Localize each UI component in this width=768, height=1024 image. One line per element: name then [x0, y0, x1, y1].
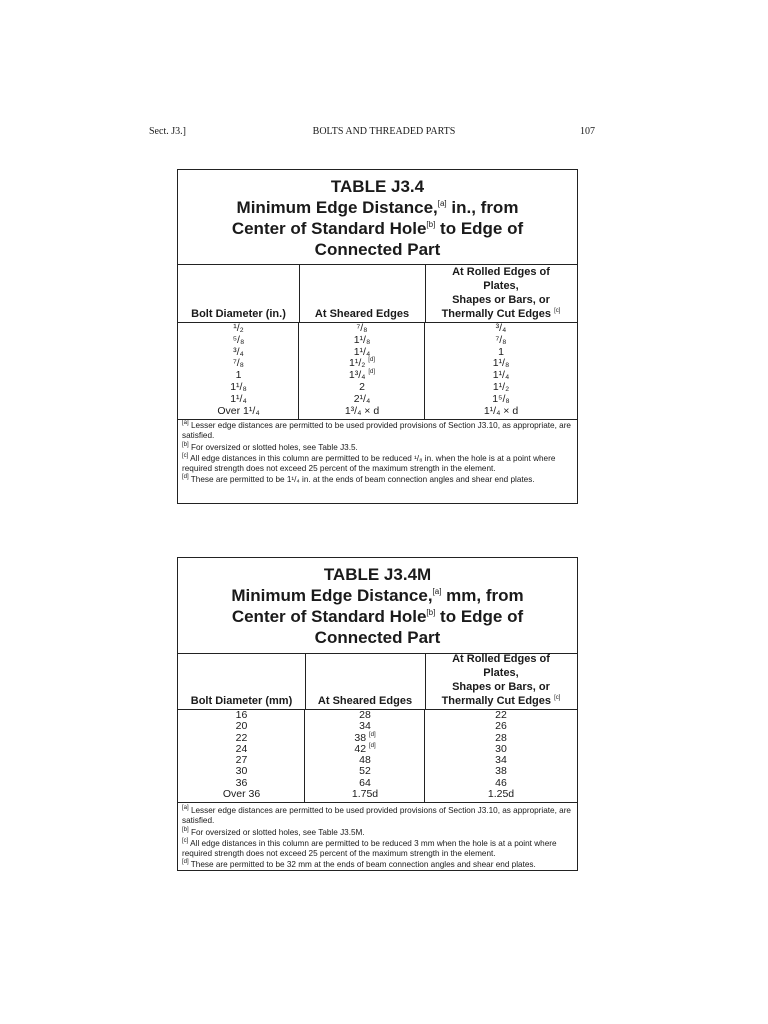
table-row: ⁵/₈ 1¹/₈ ⁷/₈ — [232, 333, 507, 346]
title-line-3: Center of Standard Hole[b] to Edge of — [231, 219, 524, 238]
table-j3-4m — [177, 557, 578, 871]
table-row: 20 34 26 — [235, 720, 507, 733]
table-j3-4 — [177, 169, 578, 504]
title-line-3: Center of Standard Hole[b] to Edge of — [231, 607, 524, 626]
section-label: Sect. J3.] — [149, 126, 186, 137]
title-line-2: Minimum Edge Distance,[a] in., from — [236, 198, 519, 217]
header-bolt-diameter: Bolt Diameter (in.) — [178, 265, 300, 322]
table-row: 36 64 46 — [235, 776, 507, 789]
footnote-b: [b] For oversized or slotted holes, see Table J3.5. — [182, 441, 358, 452]
footnote-c: [c] All edge distances in this column are permitted to be reduced 3 mm when the hole is at a point where required strength does not exceed 25 percent of the maximum strength in the element. — [182, 837, 557, 859]
table-row: 30 52 38 — [235, 765, 507, 778]
table-header — [178, 654, 577, 710]
footnote-ref-b: [b] — [426, 220, 436, 229]
header-rolled-edges: At Rolled Edges of Plates, Shapes or Bars, or Thermally Cut Edges [c] — [441, 653, 561, 707]
table-number: TABLE J3.4 — [330, 177, 425, 196]
running-head-title: BOLTS AND THREADED PARTS — [312, 126, 456, 137]
table-title — [178, 170, 577, 265]
table-title — [178, 558, 577, 654]
table-row: ³/₄ 1¹/₄ 1 — [233, 345, 504, 358]
header-sheared-edges: At Sheared Edges — [299, 265, 426, 322]
title-line-4: Connected Part — [314, 628, 441, 647]
table-footnotes — [178, 803, 577, 871]
table-row: 1¹/₄ 2¹/₄ 1⁵/₈ — [230, 392, 510, 405]
table-row: ¹/₂ ⁷/₈ ³/₄ — [233, 322, 507, 334]
table-row: Over 1¹/₄ 1³/₄ × d 1¹/₄ × d — [217, 404, 519, 417]
table-row: 1 1³/₄ [d] 1¹/₄ — [235, 369, 510, 382]
footnote-ref-b: [b] — [426, 608, 436, 617]
page-number: 107 — [580, 126, 595, 137]
footnote-d: [d] These are permitted to be 32 mm at the ends of beam connection angles and shear end plates. — [182, 859, 536, 870]
table-header — [178, 265, 577, 323]
footnote-a: [a] Lesser edge distances are permitted to be used provided provisions of Section J3.10, as appropriate, are satisfied. — [182, 420, 571, 441]
header-bolt-diameter: Bolt Diameter (mm) — [178, 654, 306, 709]
footnote-ref-a: [a] — [432, 587, 442, 596]
header-rolled-edges: At Rolled Edges of Plates, Shapes or Bars, or Thermally Cut Edges [c] — [441, 266, 561, 320]
table-row: 1¹/₈ 2 1¹/₂ — [230, 380, 510, 393]
header-sheared-edges: At Sheared Edges — [305, 654, 426, 709]
table-row: 22 38 [d] 28 — [235, 731, 507, 744]
table-number: TABLE J3.4M — [323, 565, 432, 584]
footnote-b: [b] For oversized or slotted holes, see Table J3.5M. — [182, 826, 365, 837]
footnote-a: [a] Lesser edge distances are permitted to be used provided provisions of Section J3.10, as appropriate, are satisfied. — [182, 805, 571, 826]
table-footnotes — [178, 420, 577, 486]
running-head — [0, 126, 768, 142]
table-row: Over 36 1.75d 1.25d — [222, 788, 515, 801]
table-body — [178, 323, 577, 420]
title-line-2: Minimum Edge Distance,[a] mm, from — [231, 586, 524, 605]
title-line-4: Connected Part — [314, 240, 441, 259]
footnote-ref-a: [a] — [437, 199, 447, 208]
footnote-d: [d] These are permitted to be 1¹/₄ in. at the ends of beam connection angles and shear end plates. — [182, 474, 535, 485]
table-row: 24 42 [d] 30 — [235, 742, 507, 755]
table-row: ⁷/₈ 1¹/₂ [d] 1¹/₈ — [232, 357, 510, 370]
table-row: 27 48 34 — [235, 754, 507, 767]
footnote-c: [c] All edge distances in this column are permitted to be reduced ¹/₈ in. when the hole is at a point where required strength does not exceed 25 percent of the maximum strength in the element. — [182, 452, 556, 474]
table-body — [178, 710, 577, 803]
table-row: 16 28 22 — [235, 709, 507, 721]
